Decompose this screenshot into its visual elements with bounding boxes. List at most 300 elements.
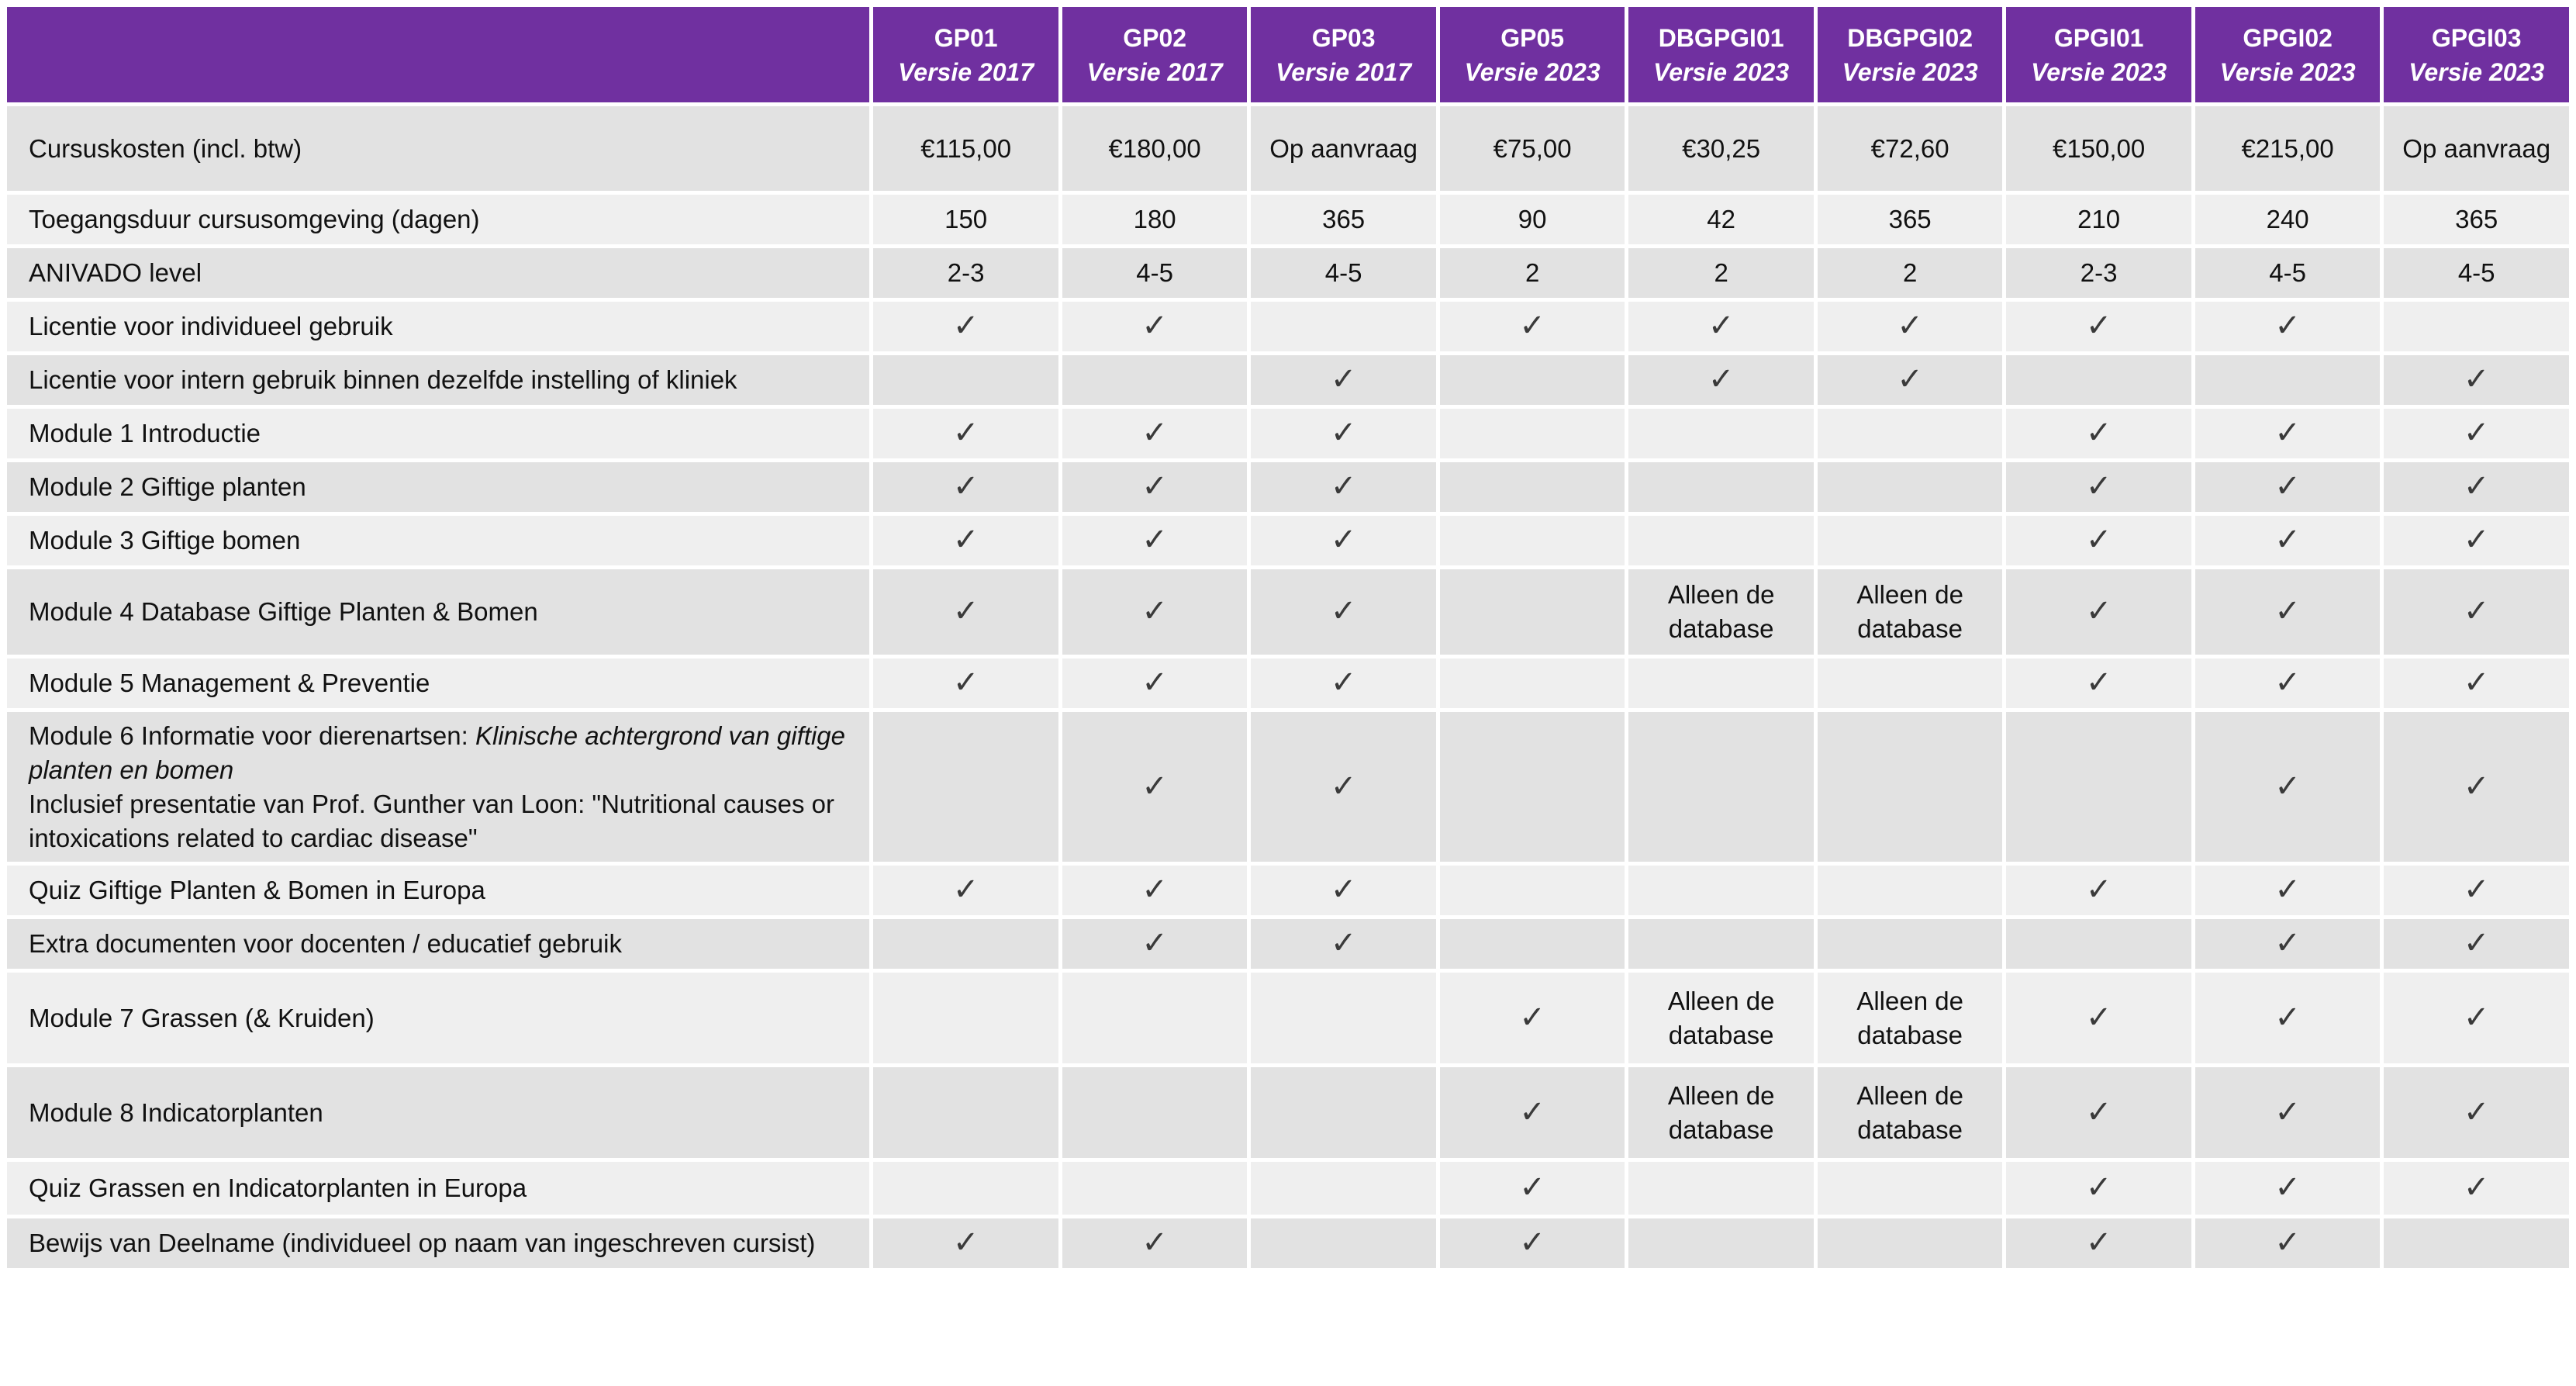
row-label: [7, 462, 869, 512]
check-cell: [1062, 658, 1248, 708]
empty-cell: [1440, 516, 1625, 565]
check-icon: ✓: [2463, 872, 2490, 907]
column-header-gp05: [1440, 7, 1625, 102]
value-cell: [2006, 248, 2191, 298]
empty-cell: [1251, 973, 1436, 1063]
empty-cell: [873, 973, 1058, 1063]
empty-cell: [2006, 712, 2191, 862]
check-icon: ✓: [2274, 1170, 2301, 1205]
check-cell: [1251, 516, 1436, 565]
check-icon: ✓: [2463, 361, 2490, 397]
cell-value: 4-5: [2269, 258, 2306, 287]
cell-value: Alleen de database: [1856, 986, 1963, 1049]
empty-cell: [1628, 919, 1814, 969]
check-cell: [1251, 409, 1436, 458]
table-row: [7, 106, 2569, 191]
row-label-text: Module 4 Database Giftige Planten & Bomen: [29, 597, 538, 626]
check-cell: [2384, 866, 2569, 915]
check-icon: ✓: [2274, 308, 2301, 344]
value-cell: [1628, 1067, 1814, 1158]
empty-cell: [1251, 1162, 1436, 1215]
empty-cell: [1251, 1067, 1436, 1158]
check-cell: [1818, 302, 2003, 351]
cell-value: 240: [2266, 205, 2309, 233]
check-cell: [2384, 409, 2569, 458]
value-cell: [1440, 195, 1625, 244]
column-version: Versie 2023: [2031, 57, 2167, 86]
table-row: [7, 195, 2569, 244]
empty-cell: [1062, 355, 1248, 405]
cell-value: Alleen de database: [1856, 1080, 1963, 1144]
check-cell: [2384, 516, 2569, 565]
value-cell: [1818, 106, 2003, 191]
check-cell: [2195, 302, 2381, 351]
check-icon: ✓: [2274, 468, 2301, 504]
check-icon: ✓: [1330, 872, 1357, 907]
check-icon: ✓: [1519, 999, 1545, 1035]
cell-value: Alleen de database: [1667, 1080, 1775, 1144]
check-cell: [2195, 658, 2381, 708]
check-cell: [1062, 1218, 1248, 1268]
empty-cell: [1440, 462, 1625, 512]
check-icon: ✓: [2463, 468, 2490, 504]
cell-value: 365: [1322, 205, 1366, 233]
check-icon: ✓: [1330, 768, 1357, 804]
cell-value: 2: [1714, 258, 1728, 287]
cell-value: Op aanvraag: [1269, 133, 1418, 163]
check-icon: ✓: [1330, 665, 1357, 700]
check-icon: ✓: [1708, 361, 1735, 397]
table-row: [7, 355, 2569, 405]
empty-cell: [1818, 919, 2003, 969]
check-icon: ✓: [2463, 665, 2490, 700]
check-cell: [2195, 866, 2381, 915]
check-cell: [1440, 973, 1625, 1063]
empty-cell: [1818, 712, 2003, 862]
table-row: [7, 462, 2569, 512]
value-cell: [1628, 248, 1814, 298]
check-icon: ✓: [2085, 1225, 2112, 1260]
row-label: [7, 516, 869, 565]
check-icon: ✓: [2085, 665, 2112, 700]
check-icon: ✓: [1330, 415, 1357, 451]
check-cell: [2195, 919, 2381, 969]
value-cell: [1628, 195, 1814, 244]
check-cell: [1251, 658, 1436, 708]
check-cell: [1251, 712, 1436, 862]
check-icon: ✓: [1330, 468, 1357, 504]
row-label: [7, 248, 869, 298]
check-cell: [873, 569, 1058, 655]
check-icon: ✓: [2463, 522, 2490, 558]
value-cell: [1251, 106, 1436, 191]
check-cell: [873, 462, 1058, 512]
empty-cell: [873, 712, 1058, 862]
check-icon: ✓: [2274, 999, 2301, 1035]
table-body: [7, 106, 2569, 1268]
check-icon: ✓: [2085, 308, 2112, 344]
row-label: [7, 302, 869, 351]
cell-value: Op aanvraag: [2402, 133, 2551, 163]
check-cell: [1251, 355, 1436, 405]
row-label: [7, 195, 869, 244]
row-label-text: Module 6 Informatie voor dierenartsen:: [29, 721, 468, 750]
value-cell: [2006, 195, 2191, 244]
value-cell: [2006, 106, 2191, 191]
column-header-gp01: [873, 7, 1058, 102]
check-cell: [2384, 1067, 2569, 1158]
row-label-italic: Klinische achtergrond van giftige planten en bomen: [29, 721, 845, 784]
check-icon: ✓: [2463, 925, 2490, 961]
header-corner-cell: [7, 7, 869, 102]
check-icon: ✓: [1519, 1225, 1545, 1260]
check-icon: ✓: [2085, 1170, 2112, 1205]
comparison-table: [3, 3, 2573, 1272]
check-cell: [2006, 569, 2191, 655]
empty-cell: [1628, 462, 1814, 512]
column-header-gp03: [1251, 7, 1436, 102]
check-icon: ✓: [1141, 665, 1168, 700]
cell-value: 4-5: [1324, 258, 1362, 287]
row-label-text: Quiz Grassen en Indicatorplanten in Europa: [29, 1173, 527, 1202]
value-cell: [1818, 569, 2003, 655]
empty-cell: [1818, 409, 2003, 458]
check-cell: [873, 866, 1058, 915]
check-cell: [2384, 569, 2569, 655]
header-row: [7, 7, 2569, 102]
cell-value: €30,25: [1682, 133, 1761, 163]
row-label: [7, 409, 869, 458]
check-cell: [873, 658, 1058, 708]
check-icon: ✓: [1519, 1094, 1545, 1130]
check-cell: [2195, 569, 2381, 655]
value-cell: [2195, 248, 2381, 298]
row-label: [7, 1162, 869, 1215]
check-icon: ✓: [952, 665, 979, 700]
row-label-text: Bewijs van Deelname (individueel op naam van ingeschreven cursist): [29, 1229, 816, 1257]
column-code: GPGI02: [2243, 23, 2333, 52]
check-cell: [2195, 409, 2381, 458]
check-cell: [2195, 462, 2381, 512]
table-row: [7, 248, 2569, 298]
cell-value: 42: [1707, 205, 1735, 233]
check-icon: ✓: [2274, 1094, 2301, 1130]
empty-cell: [1440, 919, 1625, 969]
check-icon: ✓: [1897, 308, 1923, 344]
cell-value: 90: [1518, 205, 1547, 233]
column-code: GP03: [1311, 23, 1376, 52]
check-cell: [1062, 409, 1248, 458]
check-icon: ✓: [1330, 522, 1357, 558]
empty-cell: [1628, 1162, 1814, 1215]
table-row: [7, 1067, 2569, 1158]
check-cell: [1062, 516, 1248, 565]
check-cell: [2195, 1218, 2381, 1268]
check-cell: [2006, 973, 2191, 1063]
column-header-dbgpgi02: [1818, 7, 2003, 102]
cell-value: 180: [1133, 205, 1176, 233]
check-icon: ✓: [2274, 665, 2301, 700]
value-cell: [1062, 195, 1248, 244]
empty-cell: [2006, 919, 2191, 969]
empty-cell: [1818, 866, 2003, 915]
check-icon: ✓: [2085, 1094, 2112, 1130]
check-cell: [2195, 712, 2381, 862]
check-cell: [873, 302, 1058, 351]
check-cell: [1818, 355, 2003, 405]
check-cell: [2006, 1162, 2191, 1215]
column-header-dbgpgi01: [1628, 7, 1814, 102]
column-version: Versie 2023: [1842, 57, 1978, 86]
empty-cell: [1440, 658, 1625, 708]
empty-cell: [1818, 516, 2003, 565]
value-cell: [1440, 106, 1625, 191]
value-cell: [873, 195, 1058, 244]
table-row: [7, 1162, 2569, 1215]
column-version: Versie 2023: [1653, 57, 1790, 86]
check-icon: ✓: [1897, 361, 1923, 397]
cell-value: 365: [1888, 205, 1932, 233]
check-icon: ✓: [2274, 522, 2301, 558]
row-label: [7, 658, 869, 708]
row-label: [7, 569, 869, 655]
check-cell: [2006, 302, 2191, 351]
check-cell: [2384, 355, 2569, 405]
check-icon: ✓: [2463, 999, 2490, 1035]
check-cell: [1440, 1218, 1625, 1268]
empty-cell: [1062, 1162, 1248, 1215]
check-icon: ✓: [2085, 999, 2112, 1035]
check-icon: ✓: [2274, 593, 2301, 629]
column-code: GP05: [1500, 23, 1565, 52]
value-cell: [1251, 248, 1436, 298]
check-cell: [1440, 1162, 1625, 1215]
value-cell: [2384, 106, 2569, 191]
row-label: [7, 1218, 869, 1268]
check-cell: [2384, 712, 2569, 862]
check-icon: ✓: [1141, 593, 1168, 629]
check-icon: ✓: [1330, 361, 1357, 397]
empty-cell: [1440, 866, 1625, 915]
value-cell: [2384, 195, 2569, 244]
empty-cell: [2384, 1218, 2569, 1268]
table-row: [7, 1218, 2569, 1268]
check-icon: ✓: [952, 522, 979, 558]
check-icon: ✓: [952, 1225, 979, 1260]
empty-cell: [1251, 302, 1436, 351]
value-cell: [2195, 106, 2381, 191]
column-code: GP02: [1123, 23, 1187, 52]
table-header: [7, 7, 2569, 102]
check-cell: [2384, 973, 2569, 1063]
check-cell: [2195, 973, 2381, 1063]
check-cell: [1062, 919, 1248, 969]
table-row: [7, 409, 2569, 458]
check-cell: [2384, 1162, 2569, 1215]
value-cell: [1628, 106, 1814, 191]
check-icon: ✓: [2085, 415, 2112, 451]
check-cell: [1062, 712, 1248, 862]
table-row: [7, 973, 2569, 1063]
row-label-text: Licentie voor intern gebruik binnen dezelfde instelling of kliniek: [29, 365, 737, 394]
column-code: GPGI03: [2431, 23, 2522, 52]
check-icon: ✓: [2274, 925, 2301, 961]
empty-cell: [1628, 1218, 1814, 1268]
value-cell: [1818, 1067, 2003, 1158]
check-cell: [2006, 1067, 2191, 1158]
check-cell: [2006, 516, 2191, 565]
check-icon: ✓: [2463, 1170, 2490, 1205]
value-cell: [1628, 973, 1814, 1063]
check-cell: [1251, 462, 1436, 512]
check-icon: ✓: [1141, 1225, 1168, 1260]
check-cell: [1628, 302, 1814, 351]
value-cell: [1818, 248, 2003, 298]
row-label: [7, 355, 869, 405]
check-icon: ✓: [1141, 468, 1168, 504]
check-cell: [2006, 1218, 2191, 1268]
row-label: [7, 919, 869, 969]
check-icon: ✓: [2085, 468, 2112, 504]
table-row: [7, 919, 2569, 969]
check-icon: ✓: [2085, 522, 2112, 558]
row-label: [7, 712, 869, 862]
column-header-gpgi03: [2384, 7, 2569, 102]
check-cell: [1628, 355, 1814, 405]
value-cell: [1818, 973, 2003, 1063]
empty-cell: [873, 1067, 1058, 1158]
check-icon: ✓: [1141, 522, 1168, 558]
check-icon: ✓: [1141, 925, 1168, 961]
value-cell: [1440, 248, 1625, 298]
column-version: Versie 2017: [1276, 57, 1412, 86]
cell-value: €180,00: [1108, 133, 1201, 163]
check-cell: [1251, 866, 1436, 915]
column-version: Versie 2023: [2219, 57, 2356, 86]
cell-value: €72,60: [1870, 133, 1949, 163]
empty-cell: [873, 1162, 1058, 1215]
table-row: [7, 569, 2569, 655]
empty-cell: [1818, 462, 2003, 512]
check-icon: ✓: [2463, 593, 2490, 629]
check-icon: ✓: [952, 872, 979, 907]
value-cell: [1628, 569, 1814, 655]
check-icon: ✓: [1330, 925, 1357, 961]
cell-value: Alleen de database: [1667, 580, 1775, 643]
check-cell: [2384, 658, 2569, 708]
check-cell: [1062, 462, 1248, 512]
check-icon: ✓: [2085, 872, 2112, 907]
check-cell: [2195, 1067, 2381, 1158]
cell-value: 4-5: [1136, 258, 1173, 287]
empty-cell: [1628, 658, 1814, 708]
empty-cell: [873, 355, 1058, 405]
check-icon: ✓: [952, 468, 979, 504]
table-row: [7, 866, 2569, 915]
row-label-text: Licentie voor individueel gebruik: [29, 312, 393, 340]
check-icon: ✓: [1141, 308, 1168, 344]
empty-cell: [1818, 658, 2003, 708]
empty-cell: [2006, 355, 2191, 405]
cell-value: 150: [944, 205, 988, 233]
cell-value: Alleen de database: [1667, 986, 1775, 1049]
check-icon: ✓: [1330, 593, 1357, 629]
column-code: DBGPGI02: [1847, 23, 1973, 52]
check-icon: ✓: [2274, 872, 2301, 907]
column-header-gpgi01: [2006, 7, 2191, 102]
row-label: [7, 973, 869, 1063]
table-row: [7, 658, 2569, 708]
check-cell: [2384, 462, 2569, 512]
empty-cell: [2384, 302, 2569, 351]
empty-cell: [1440, 409, 1625, 458]
cell-value: €215,00: [2241, 133, 2334, 163]
empty-cell: [1628, 516, 1814, 565]
row-label-extra: Inclusief presentatie van Prof. Gunther van Loon: "Nutritional causes or intoxications related to cardiac disease": [29, 789, 834, 852]
value-cell: [1062, 106, 1248, 191]
row-label-text: Module 7 Grassen (& Kruiden): [29, 1003, 375, 1032]
check-cell: [2006, 866, 2191, 915]
check-cell: [2006, 409, 2191, 458]
check-icon: ✓: [2463, 1094, 2490, 1130]
empty-cell: [1628, 866, 1814, 915]
check-icon: ✓: [1141, 872, 1168, 907]
check-cell: [2384, 919, 2569, 969]
empty-cell: [1818, 1162, 2003, 1215]
check-icon: ✓: [2274, 1225, 2301, 1260]
value-cell: [2384, 248, 2569, 298]
check-icon: ✓: [952, 415, 979, 451]
empty-cell: [2195, 355, 2381, 405]
empty-cell: [1062, 1067, 1248, 1158]
check-cell: [1062, 569, 1248, 655]
row-label-text: Module 8 Indicatorplanten: [29, 1097, 323, 1127]
row-label-text: Module 2 Giftige planten: [29, 472, 306, 501]
check-icon: ✓: [2463, 415, 2490, 451]
check-icon: ✓: [1141, 768, 1168, 804]
column-code: GPGI01: [2053, 23, 2144, 52]
cell-value: 4-5: [2457, 258, 2495, 287]
empty-cell: [1440, 355, 1625, 405]
value-cell: [1251, 195, 1436, 244]
row-label-text: Toegangsduur cursusomgeving (dagen): [29, 205, 480, 233]
empty-cell: [873, 919, 1058, 969]
empty-cell: [1440, 569, 1625, 655]
check-cell: [1440, 302, 1625, 351]
check-icon: ✓: [1519, 1170, 1545, 1205]
row-label-text: Module 1 Introductie: [29, 419, 261, 448]
check-icon: ✓: [2085, 593, 2112, 629]
value-cell: [2195, 195, 2381, 244]
empty-cell: [1818, 1218, 2003, 1268]
check-cell: [2195, 1162, 2381, 1215]
check-icon: ✓: [2274, 415, 2301, 451]
empty-cell: [1440, 712, 1625, 862]
row-label-text: ANIVADO level: [29, 258, 202, 287]
check-icon: ✓: [952, 593, 979, 629]
cell-value: €75,00: [1493, 133, 1572, 163]
row-label: [7, 1067, 869, 1158]
row-label-text: Quiz Giftige Planten & Bomen in Europa: [29, 876, 485, 904]
column-header-gpgi02: [2195, 7, 2381, 102]
check-icon: ✓: [1519, 308, 1545, 344]
cell-value: €150,00: [2052, 133, 2146, 163]
row-label: [7, 866, 869, 915]
empty-cell: [1251, 1218, 1436, 1268]
value-cell: [873, 106, 1058, 191]
check-cell: [873, 516, 1058, 565]
check-icon: ✓: [1708, 308, 1735, 344]
